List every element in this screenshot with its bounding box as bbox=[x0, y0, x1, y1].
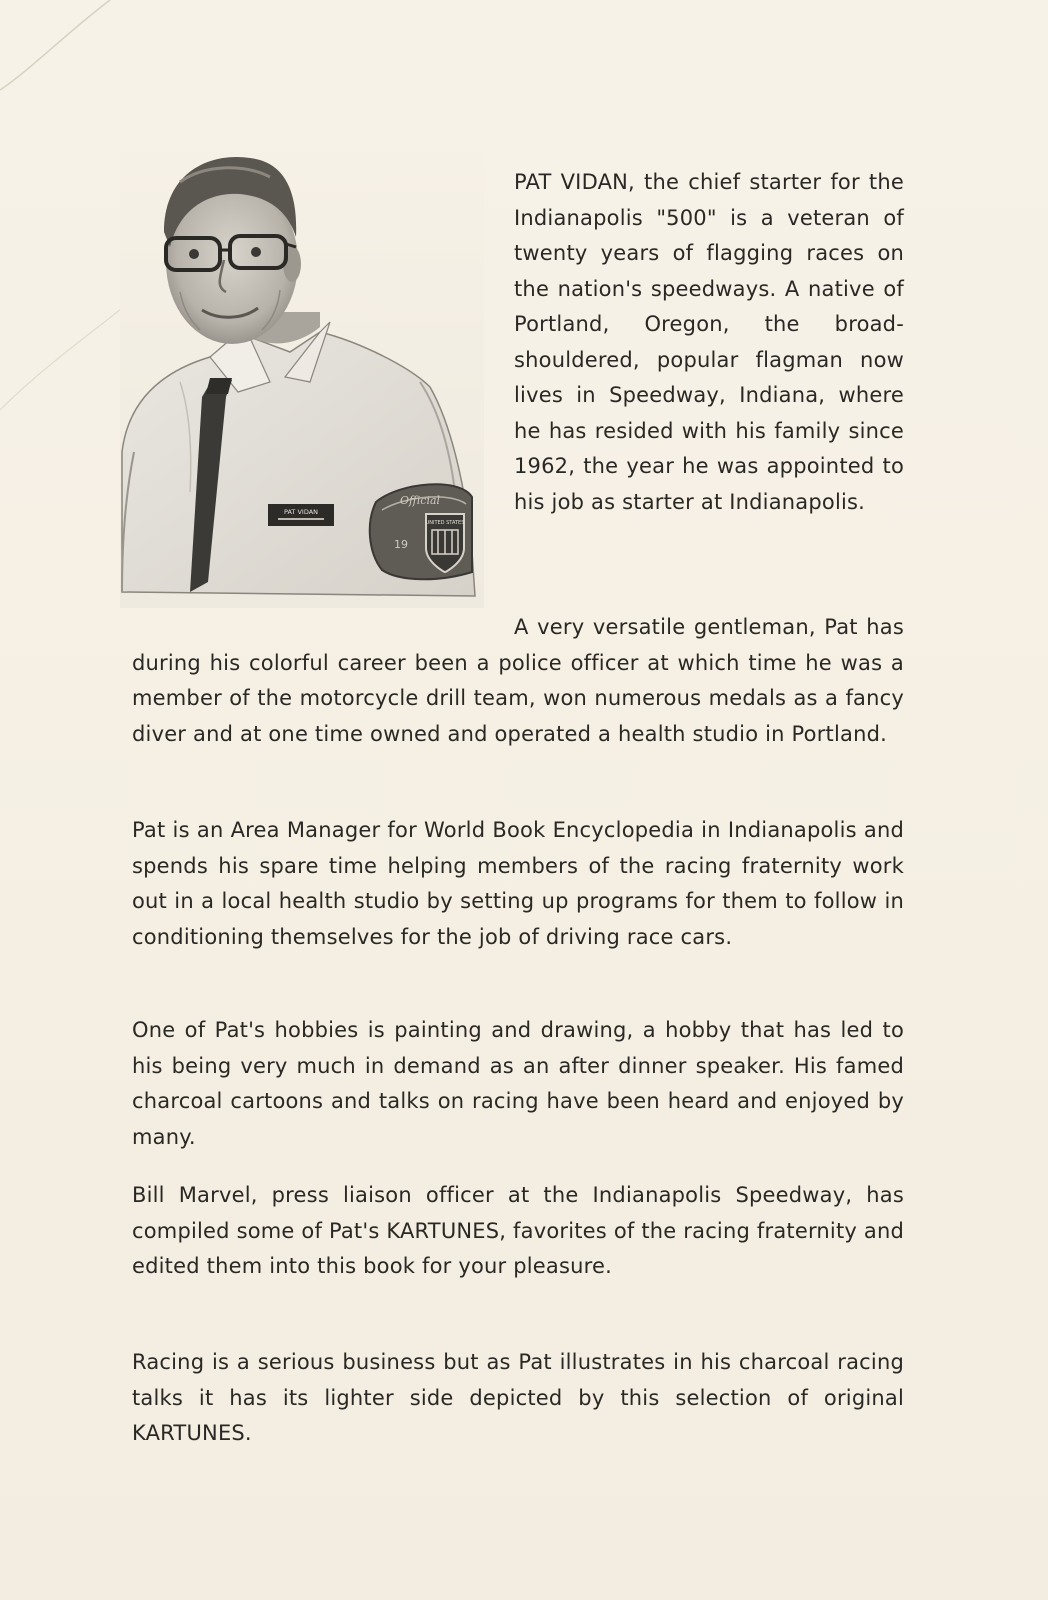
patch-badge-text: UNITED STATES bbox=[425, 520, 465, 526]
portrait-photo bbox=[120, 152, 484, 608]
patch-script-text: Official bbox=[399, 494, 441, 507]
patch-year-text: 19 bbox=[394, 538, 408, 551]
work-paragraph: Pat is an Area Manager for World Book Encyclopedia in Indianapolis and spends his spare time helping members of the racing fraternity work out in a local health studio by setting up programs for them to follow in conditioning themselves for the job of driving race cars. bbox=[132, 818, 904, 949]
name-tag bbox=[268, 504, 334, 526]
hobbies-paragraph: One of Pat's hobbies is painting and drawing, a hobby that has led to his being very much in demand as an after dinner speaker. His famed charcoal cartoons and talks on racing have been heard and enjoyed by many. bbox=[132, 1018, 904, 1149]
compiled-paragraph: Bill Marvel, press liaison officer at the Indianapolis Speedway, has compiled some of Pat's KARTUNES, favorites of the racing fraternity and edited them into this book for your pleasure. bbox=[132, 1183, 904, 1278]
shoulder-patch bbox=[370, 484, 472, 579]
intro-paragraph: PAT VIDAN, the chief starter for the Indianapolis "500" is a veteran of twenty years of flagging races on the nation's speedways. A native of Portland, Oregon, the broad-shouldered, popular flagman now lives in Speedway, Indiana, where he has resided with his family since 1962, the year he was appointed to his job as starter at Indianapolis. bbox=[514, 170, 904, 514]
name-tag-text: PAT VIDAN bbox=[283, 508, 319, 516]
closing-paragraph: Racing is a serious business but as Pat illustrates in his charcoal racing talks it has its lighter side depicted by this selection of original KARTUNES. bbox=[132, 1350, 904, 1445]
career-paragraph: A very versatile gentleman, Pat has during his colorful career been a police officer at which time he was a member of the motorcycle drill team, won numerous medals as a fancy diver and at one time owned and operated a health studio in Portland. bbox=[132, 615, 904, 746]
